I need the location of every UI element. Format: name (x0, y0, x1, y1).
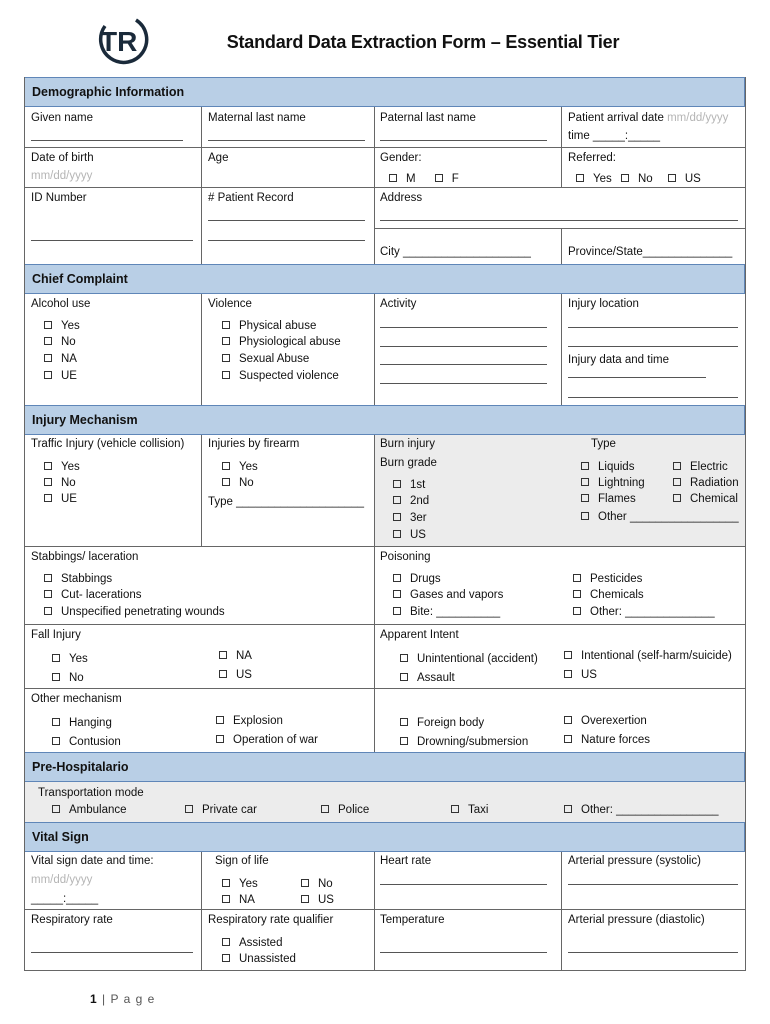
divider (374, 228, 746, 229)
checkbox[interactable] (222, 895, 230, 903)
checkbox[interactable] (222, 478, 230, 486)
other-mechanism-option[interactable]: Nature forces (564, 733, 650, 747)
stab-option[interactable]: Unspecified penetrating wounds (44, 605, 225, 619)
divider (24, 187, 746, 188)
checkbox[interactable] (222, 371, 230, 379)
section-demographic: Demographic Information (24, 77, 745, 107)
poison-option[interactable]: Pesticides (573, 572, 642, 586)
checkbox[interactable] (216, 735, 224, 743)
checkbox[interactable] (581, 512, 589, 520)
checkbox[interactable] (564, 670, 572, 678)
heart-rate-field[interactable] (380, 884, 547, 885)
border-bottom (24, 970, 746, 971)
burn-type-option[interactable]: Chemical (673, 492, 738, 506)
patient-record-label: # Patient Record (208, 192, 294, 204)
firearm-label: Injuries by firearm (208, 438, 300, 450)
alcohol-option[interactable]: UE (44, 369, 77, 383)
divider (561, 294, 562, 405)
violence-option[interactable]: Suspected violence (222, 369, 339, 383)
checkbox[interactable] (451, 805, 459, 813)
checkbox[interactable] (564, 651, 572, 659)
other-mechanism-option[interactable]: Contusion (52, 735, 121, 749)
checkbox[interactable] (301, 895, 309, 903)
burn-grade-option[interactable]: 1st (393, 478, 425, 492)
resp-qualifier-label: Respiratory rate qualifier (208, 914, 334, 926)
heart-rate-label: Heart rate (380, 855, 432, 867)
resp-qualifier-option[interactable]: Unassisted (222, 952, 296, 966)
checkbox[interactable] (400, 654, 408, 662)
patient-record-field[interactable] (208, 220, 365, 221)
referred-no-checkbox[interactable] (621, 174, 629, 182)
patient-record-field-2[interactable] (208, 240, 365, 241)
referred-yes-checkbox[interactable] (576, 174, 584, 182)
checkbox[interactable] (185, 805, 193, 813)
intent-label: Apparent Intent (380, 629, 459, 641)
transport-option[interactable]: Police (321, 803, 369, 817)
checkbox[interactable] (222, 462, 230, 470)
form-title: Standard Data Extraction Form – Essential Tier (226, 32, 620, 52)
checkbox[interactable] (44, 337, 52, 345)
burn-type-option[interactable]: Flames (581, 492, 636, 506)
checkbox[interactable] (564, 805, 572, 813)
diastolic-field[interactable] (568, 952, 738, 953)
activity-field[interactable] (380, 327, 547, 328)
other-mechanism-option[interactable]: Drowning/submersion (400, 735, 528, 749)
divider (201, 294, 202, 405)
paternal-name-label: Paternal last name (380, 112, 476, 124)
burn-type-option[interactable]: Radiation (673, 476, 739, 490)
checkbox[interactable] (52, 805, 60, 813)
fall-label: Fall Injury (31, 629, 81, 641)
violence-option[interactable]: Sexual Abuse (222, 352, 309, 366)
poison-option[interactable]: Drugs (393, 572, 441, 586)
checkbox[interactable] (44, 574, 52, 582)
referred-us-checkbox[interactable] (668, 174, 676, 182)
injury-date-time-field[interactable] (568, 377, 706, 378)
activity-label: Activity (380, 298, 417, 310)
checkbox[interactable] (393, 530, 401, 538)
border-right (745, 77, 746, 971)
divider (561, 107, 562, 187)
gender-label: Gender: (380, 152, 422, 164)
age-label: Age (208, 152, 229, 164)
gender-male-checkbox[interactable] (389, 174, 397, 182)
resp-rate-field[interactable] (31, 952, 193, 953)
transport-option[interactable]: Private car (185, 803, 257, 817)
violence-option[interactable]: Physical abuse (222, 319, 316, 333)
traffic-option[interactable]: UE (44, 492, 77, 506)
checkbox[interactable] (44, 354, 52, 362)
divider (561, 852, 562, 970)
checkbox[interactable] (222, 954, 230, 962)
violence-option[interactable]: Physiological abuse (222, 335, 341, 349)
burn-grade-label: Burn grade (380, 457, 437, 469)
checkbox[interactable] (219, 651, 227, 659)
page-number: 1 (90, 992, 98, 1006)
given-name-label: Given name (31, 112, 94, 124)
checkbox[interactable] (573, 590, 581, 598)
checkbox[interactable] (400, 673, 408, 681)
alcohol-option[interactable]: No (44, 335, 76, 349)
page-label: | P a g e (102, 992, 156, 1006)
injury-date-time-label: Injury data and time (568, 354, 670, 366)
divider (201, 107, 202, 264)
firearm-type-field[interactable]: Type ____________________ (208, 496, 365, 508)
fall-option[interactable]: Yes (52, 652, 88, 666)
transport-option[interactable]: Other: ________________ (564, 803, 718, 817)
address-field[interactable] (380, 220, 738, 221)
city-field[interactable]: City ____________________ (380, 246, 531, 258)
checkbox[interactable] (44, 478, 52, 486)
fall-option[interactable]: NA (219, 649, 252, 663)
burn-type-label: Type (591, 438, 616, 450)
firearm-option[interactable]: No (222, 476, 254, 490)
other-mechanism-option[interactable]: Foreign body (400, 716, 484, 730)
divider (24, 909, 746, 910)
section-chief-complaint: Chief Complaint (24, 264, 745, 294)
divider (374, 294, 375, 405)
province-field[interactable]: Province/State______________ (568, 246, 733, 258)
divider (201, 852, 202, 970)
arrival-date-label: Patient arrival date mm/dd/yyyy (568, 112, 729, 124)
svg-text:TR: TR (100, 26, 138, 57)
id-number-field[interactable] (31, 240, 193, 241)
divider (561, 228, 562, 264)
alcohol-option[interactable]: Yes (44, 319, 80, 333)
sign-of-life-option[interactable]: Yes (222, 877, 258, 891)
poison-option[interactable]: Gases and vapors (393, 588, 503, 602)
sign-of-life-option[interactable]: No (301, 877, 333, 891)
section-injury-mechanism: Injury Mechanism (24, 405, 745, 435)
checkbox[interactable] (44, 462, 52, 470)
intent-option[interactable]: Assault (400, 671, 455, 685)
systolic-field[interactable] (568, 884, 738, 885)
checkbox[interactable] (222, 879, 230, 887)
checkbox[interactable] (44, 607, 52, 615)
alcohol-label: Alcohol use (31, 298, 91, 310)
stab-option[interactable]: Cut- lacerations (44, 588, 142, 602)
fall-option[interactable]: No (52, 671, 84, 685)
checkbox[interactable] (222, 321, 230, 329)
referred-options: Yes No US (576, 172, 701, 186)
injury-location-field[interactable] (568, 327, 738, 328)
checkbox[interactable] (219, 670, 227, 678)
divider (374, 852, 375, 970)
poison-label: Poisoning (380, 551, 431, 563)
poison-option[interactable]: Chemicals (573, 588, 644, 602)
activity-field[interactable] (380, 346, 547, 347)
page-footer (90, 992, 155, 1006)
referred-label: Referred: (568, 152, 616, 164)
checkbox[interactable] (400, 737, 408, 745)
burn-type-option[interactable]: Liquids (581, 460, 634, 474)
checkbox[interactable] (393, 590, 401, 598)
gender-options: M F (389, 172, 459, 186)
checkbox[interactable] (400, 718, 408, 726)
temperature-field[interactable] (380, 952, 547, 953)
transport-option[interactable]: Ambulance (52, 803, 127, 817)
injury-location-field[interactable] (568, 346, 738, 347)
vital-date-time-label: Vital sign date and time: (31, 855, 154, 867)
activity-field[interactable] (380, 364, 547, 365)
intent-option[interactable]: Unintentional (accident) (400, 652, 538, 666)
systolic-label: Arterial pressure (systolic) (568, 855, 701, 867)
dob-field[interactable]: mm/dd/yyyy (31, 170, 93, 182)
burn-type-other[interactable]: Other _________________ (581, 510, 739, 524)
divider (374, 435, 375, 752)
other-mechanism-option[interactable]: Operation of war (216, 733, 318, 747)
other-mechanism-label: Other mechanism (31, 693, 122, 705)
gender-female-checkbox[interactable] (435, 174, 443, 182)
checkbox[interactable] (581, 478, 589, 486)
injury-date-time-field[interactable] (568, 397, 738, 398)
checkbox[interactable] (44, 371, 52, 379)
checkbox[interactable] (564, 735, 572, 743)
burn-type-option[interactable]: Lightning (581, 476, 645, 490)
injury-location-label: Injury location (568, 298, 639, 310)
checkbox[interactable] (393, 496, 401, 504)
intent-option[interactable]: Intentional (self-harm/suicide) (564, 649, 732, 663)
maternal-name-field[interactable] (208, 140, 365, 141)
border-left (24, 77, 25, 971)
checkbox[interactable] (393, 480, 401, 488)
checkbox[interactable] (673, 494, 681, 502)
divider (24, 546, 746, 547)
checkbox[interactable] (52, 718, 60, 726)
checkbox[interactable] (52, 737, 60, 745)
paternal-name-field[interactable] (380, 140, 547, 141)
divider (24, 147, 746, 148)
burn-grade-option[interactable]: 3er (393, 511, 427, 525)
resp-rate-label: Respiratory rate (31, 914, 113, 926)
sign-of-life-label: Sign of life (215, 855, 269, 867)
maternal-name-label: Maternal last name (208, 112, 306, 124)
intent-option[interactable]: US (564, 668, 597, 682)
divider (24, 624, 746, 625)
checkbox[interactable] (581, 494, 589, 502)
sign-of-life-option[interactable]: NA (222, 893, 255, 907)
checkbox[interactable] (573, 607, 581, 615)
checkbox[interactable] (321, 805, 329, 813)
id-number-label: ID Number (31, 192, 87, 204)
checkbox[interactable] (222, 938, 230, 946)
checkbox[interactable] (44, 494, 52, 502)
checkbox[interactable] (222, 354, 230, 362)
section-pre-hospital: Pre-Hospitalario (24, 752, 745, 782)
checkbox[interactable] (216, 716, 224, 724)
stab-label: Stabbings/ laceration (31, 551, 139, 563)
section-vital-sign: Vital Sign (24, 822, 745, 852)
checkbox[interactable] (52, 673, 60, 681)
checkbox[interactable] (44, 321, 52, 329)
checkbox[interactable] (222, 337, 230, 345)
given-name-field[interactable] (31, 140, 183, 141)
sign-of-life-option[interactable]: US (301, 893, 334, 907)
vital-time-field[interactable]: _____:_____ (31, 893, 99, 905)
checkbox[interactable] (573, 574, 581, 582)
checkbox[interactable] (301, 879, 309, 887)
burn-label: Burn injury (380, 438, 435, 450)
violence-label: Violence (208, 298, 252, 310)
checkbox[interactable] (673, 478, 681, 486)
dob-label: Date of birth (31, 152, 94, 164)
diastolic-label: Arterial pressure (diastolic) (568, 914, 705, 926)
other-mechanism-option[interactable]: Explosion (216, 714, 283, 728)
checkbox[interactable] (673, 462, 681, 470)
checkbox[interactable] (564, 716, 572, 724)
other-mechanism-option[interactable]: Hanging (52, 716, 112, 730)
arrival-date-field[interactable]: mm/dd/yyyy (667, 112, 729, 124)
vital-date-field[interactable]: mm/dd/yyyy (31, 874, 93, 886)
temperature-label: Temperature (380, 914, 445, 926)
traffic-option[interactable]: Yes (44, 460, 80, 474)
checkbox[interactable] (393, 574, 401, 582)
arrival-time-field[interactable]: time _____:_____ (568, 130, 661, 142)
burn-type-option[interactable]: Electric (673, 460, 728, 474)
checkbox[interactable] (44, 590, 52, 598)
burn-grade-option[interactable]: US (393, 528, 426, 542)
traffic-label: Traffic Injury (vehicle collision) (31, 438, 185, 450)
address-label: Address (380, 192, 423, 204)
divider (24, 688, 746, 689)
checkbox[interactable] (393, 607, 401, 615)
resp-qualifier-option[interactable]: Assisted (222, 936, 282, 950)
checkbox[interactable] (52, 654, 60, 662)
transport-label: Transportation mode (38, 787, 144, 799)
stab-option[interactable]: Stabbings (44, 572, 112, 586)
activity-field[interactable] (380, 383, 547, 384)
poison-option[interactable]: Other: ______________ (573, 605, 715, 619)
traffic-option[interactable]: No (44, 476, 76, 490)
checkbox[interactable] (581, 462, 589, 470)
alcohol-option[interactable]: NA (44, 352, 77, 366)
poison-option[interactable]: Bite: __________ (393, 605, 500, 619)
transport-option[interactable]: Taxi (451, 803, 488, 817)
firearm-option[interactable]: Yes (222, 460, 258, 474)
divider (201, 435, 202, 546)
fall-option[interactable]: US (219, 668, 252, 682)
burn-grade-option[interactable]: 2nd (393, 494, 429, 508)
checkbox[interactable] (393, 513, 401, 521)
divider (374, 107, 375, 264)
other-mechanism-option[interactable]: Overexertion (564, 714, 647, 728)
